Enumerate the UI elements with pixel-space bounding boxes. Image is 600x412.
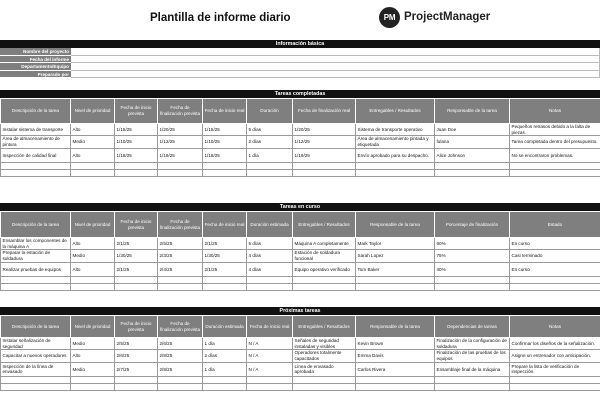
column-header: Fecha de inicio prevista	[115, 212, 158, 238]
column-header: Descripción de la tarea	[1, 212, 71, 238]
table-cell[interactable]: 1/19/25	[158, 148, 203, 162]
table-row	[1, 250, 600, 262]
column-header: Porcentaje de finalización	[435, 212, 510, 238]
table-row	[1, 362, 600, 376]
table-cell[interactable]	[247, 162, 293, 169]
column-header: Fecha de inicio real	[203, 99, 247, 124]
table-cell[interactable]: Medio	[71, 362, 115, 376]
table-cell[interactable]: 1/10/25	[115, 136, 158, 148]
table-cell[interactable]: N / A	[247, 350, 293, 362]
table-cell[interactable]	[203, 162, 247, 169]
table-cell[interactable]: 2/8/25	[158, 350, 203, 362]
table-cell[interactable]: 2/5/25	[115, 338, 158, 350]
table-cell[interactable]: Instalar señalización de seguridad	[1, 338, 71, 350]
table-cell[interactable]	[356, 283, 435, 290]
table-cell[interactable]: Mark Taylor	[356, 238, 435, 250]
upcoming-tasks-table	[0, 315, 600, 391]
table-cell[interactable]: Kevin Brown	[356, 338, 435, 350]
table-cell[interactable]: Ensamblaje final de la máquina	[435, 362, 510, 376]
info-label: Nombre del proyecto	[0, 48, 71, 56]
info-label: Departamento/Equipo	[0, 63, 71, 71]
logo	[379, 6, 490, 28]
table-cell[interactable]: No se encontraron problemas.	[510, 148, 600, 162]
table-cell[interactable]: 2/1/25	[203, 262, 247, 276]
table-cell[interactable]	[435, 162, 510, 169]
table-cell[interactable]: 2/4/25	[158, 262, 203, 276]
table-cell[interactable]	[203, 376, 247, 383]
table-cell[interactable]	[1, 383, 71, 390]
table-cell[interactable]: Casi terminado	[510, 250, 600, 262]
table-cell[interactable]	[115, 162, 158, 169]
table-row	[1, 124, 600, 136]
table-cell[interactable]: Asigne un entrenador con anticipación.	[510, 350, 600, 362]
table-cell[interactable]: 2 días	[247, 136, 293, 148]
table-cell[interactable]: 2/6/25	[158, 338, 203, 350]
table-cell[interactable]	[293, 169, 356, 176]
table-cell[interactable]: 2/3/25	[158, 250, 203, 262]
table-cell[interactable]	[71, 169, 115, 176]
table-cell[interactable]: Juan Doe	[435, 124, 510, 136]
table-cell[interactable]	[435, 383, 510, 390]
table-cell[interactable]: Inspección de calidad final	[1, 148, 71, 162]
table-cell[interactable]: N / A	[247, 362, 293, 376]
column-header: Nivel de prioridad	[71, 212, 115, 238]
in-progress-tasks-table	[0, 211, 600, 291]
table-cell[interactable]	[71, 376, 115, 383]
table-cell[interactable]	[115, 383, 158, 390]
page-title: Plantilla de informe diario	[150, 12, 291, 24]
info-row	[0, 56, 600, 64]
table-cell[interactable]: 5 días	[247, 124, 293, 136]
table-cell[interactable]: 1/18/25	[203, 148, 247, 162]
table-cell[interactable]: 1 día	[203, 338, 247, 350]
table-cell[interactable]	[435, 376, 510, 383]
table-cell[interactable]	[510, 283, 600, 290]
table-cell[interactable]: Emma Davis	[356, 350, 435, 362]
table-cell[interactable]: 1/30/25	[115, 250, 158, 262]
table-row	[1, 276, 600, 283]
column-header: Responsable de la tarea	[356, 316, 435, 338]
table-cell[interactable]: 1/15/25	[115, 124, 158, 136]
table-row	[1, 283, 600, 290]
info-row	[0, 48, 600, 56]
column-header: Responsable de la tarea	[356, 212, 435, 238]
column-header: Fecha de inicio prevista	[115, 316, 158, 338]
table-cell[interactable]	[510, 376, 600, 383]
table-row	[1, 148, 600, 162]
table-cell[interactable]	[158, 162, 203, 169]
table-cell[interactable]: 1 día	[247, 148, 293, 162]
logo-mark: PM	[379, 7, 400, 28]
table-cell[interactable]: 4 días	[247, 262, 293, 276]
table-cell[interactable]: Área de almacenamiento de pintura	[1, 136, 71, 148]
table-row	[1, 238, 600, 250]
table-cell[interactable]	[1, 162, 71, 169]
table-cell[interactable]	[1, 276, 71, 283]
table-cell[interactable]	[203, 283, 247, 290]
column-header: Entregables / Resultados	[293, 316, 356, 338]
column-header: Nivel de prioridad	[71, 99, 115, 124]
table-cell[interactable]: 1/18/25	[115, 148, 158, 162]
table-cell[interactable]	[510, 383, 600, 390]
table-cell[interactable]: Carlos Rivera	[356, 362, 435, 376]
table-row	[1, 162, 600, 169]
table-cell[interactable]: Medio	[71, 250, 115, 262]
table-cell[interactable]: Realizar pruebas de equipos	[1, 262, 71, 276]
table-cell[interactable]	[158, 169, 203, 176]
table-cell[interactable]: 2/5/25	[158, 238, 203, 250]
column-header: Entregables / Resultados	[356, 99, 435, 124]
upcoming-heading: Próximas tareas	[0, 307, 600, 315]
column-header: Entregables / Resultados	[293, 212, 356, 238]
table-cell[interactable]: 1/12/25	[293, 136, 356, 148]
column-header: Fecha de inicio real	[247, 316, 293, 338]
table-cell[interactable]: Prepare la lista de verificación de inspección.	[510, 362, 600, 376]
table-cell[interactable]: Pequeños retrasos debido a la falta de piezas.	[510, 124, 600, 136]
table-cell[interactable]	[293, 283, 356, 290]
table-cell[interactable]	[247, 376, 293, 383]
completed-tasks-table	[0, 98, 600, 177]
table-cell[interactable]	[1, 376, 71, 383]
column-header: Dependencias de tareas	[435, 316, 510, 338]
info-label: Fecha del informe	[0, 56, 71, 64]
table-cell[interactable]: Estación de soldadura funcional	[293, 250, 356, 262]
table-cell[interactable]: 1/19/25	[293, 148, 356, 162]
table-cell[interactable]: 1/30/25	[203, 250, 247, 262]
project-name-field[interactable]	[71, 48, 600, 56]
basic-info-heading: Información básica	[0, 40, 600, 48]
column-header: Duración estimada	[247, 212, 293, 238]
table-cell[interactable]	[356, 376, 435, 383]
table-cell[interactable]	[356, 169, 435, 176]
table-cell[interactable]	[158, 376, 203, 383]
table-cell[interactable]	[356, 162, 435, 169]
column-header: Responsable de la tarea	[435, 99, 510, 124]
table-cell[interactable]: Finalización de la configuración de soldadura	[435, 338, 510, 350]
table-cell[interactable]	[435, 276, 510, 283]
table-cell[interactable]: 2/1/25	[115, 262, 158, 276]
table-cell[interactable]: Línea de envasado aprobada	[293, 362, 356, 376]
table-cell[interactable]	[115, 283, 158, 290]
column-header: Fecha de inicio prevista	[115, 99, 158, 124]
table-cell[interactable]	[158, 383, 203, 390]
table-cell[interactable]	[356, 276, 435, 283]
in-progress-heading: Tareas en curso	[0, 203, 600, 211]
table-cell[interactable]: Señales de seguridad instaladas y visibles	[293, 338, 356, 350]
table-cell[interactable]	[158, 283, 203, 290]
column-header: Fecha de finalización prevista	[158, 99, 203, 124]
table-cell[interactable]: 1/20/25	[293, 124, 356, 136]
table-cell[interactable]: En curso	[510, 262, 600, 276]
table-cell[interactable]: 2 días	[203, 350, 247, 362]
table-cell[interactable]	[356, 383, 435, 390]
table-cell[interactable]: Preparar la estación de soldadura	[1, 250, 71, 262]
table-cell[interactable]: Alto	[71, 148, 115, 162]
info-label: Preparado por	[0, 71, 71, 79]
table-cell[interactable]	[203, 276, 247, 283]
table-cell[interactable]	[247, 383, 293, 390]
logo-name: ProjectManager	[404, 11, 491, 23]
table-cell[interactable]	[1, 283, 71, 290]
table-cell[interactable]: 1/20/25	[158, 124, 203, 136]
table-cell[interactable]	[510, 162, 600, 169]
table-cell[interactable]	[71, 276, 115, 283]
column-header: Descripción de la tarea	[1, 99, 71, 124]
table-cell[interactable]: Área de almacenamiento pintada y etiquetada	[356, 136, 435, 148]
table-cell[interactable]: 2/1/25	[203, 238, 247, 250]
column-header: Descripción de la tarea	[1, 316, 71, 338]
table-cell[interactable]: 75%	[435, 250, 510, 262]
table-cell[interactable]: 1 día	[203, 362, 247, 376]
table-cell[interactable]	[435, 169, 510, 176]
table-cell[interactable]: Tarea completada dentro del presupuesto.	[510, 136, 600, 148]
table-cell[interactable]: Envío aprobado para su despacho.	[356, 148, 435, 162]
table-cell[interactable]	[510, 276, 600, 283]
table-cell[interactable]: En curso	[510, 238, 600, 250]
column-header: Notas	[510, 316, 600, 338]
table-cell[interactable]	[71, 162, 115, 169]
table-cell[interactable]	[247, 283, 293, 290]
table-cell[interactable]: 2/6/25	[115, 350, 158, 362]
table-cell[interactable]: Ensamblar los componentes de la máquina A	[1, 238, 71, 250]
table-cell[interactable]	[435, 283, 510, 290]
table-cell[interactable]: fulana	[435, 136, 510, 148]
table-cell[interactable]: 1/10/25	[203, 136, 247, 148]
table-cell[interactable]: Medio	[71, 338, 115, 350]
table-row	[1, 383, 600, 390]
table-cell[interactable]: 2/7/25	[115, 362, 158, 376]
report-date-field[interactable]	[71, 56, 600, 64]
column-header: Nivel de prioridad	[71, 316, 115, 338]
table-cell[interactable]: Instalar sistema de transporte	[1, 124, 71, 136]
table-cell[interactable]	[247, 169, 293, 176]
table-cell[interactable]: Equipo operativo verificado	[293, 262, 356, 276]
column-header: Fecha de finalización prevista	[158, 212, 203, 238]
table-cell[interactable]: 2/1/25	[115, 238, 158, 250]
table-cell[interactable]: Confirmar los diseños de la señalización.	[510, 338, 600, 350]
table-cell[interactable]: 1/15/25	[203, 124, 247, 136]
table-cell[interactable]: 60%	[435, 238, 510, 250]
completed-heading: Tareas completadas	[0, 90, 600, 98]
table-cell[interactable]	[115, 276, 158, 283]
table-cell[interactable]: Tom Baker	[356, 262, 435, 276]
table-cell[interactable]	[203, 169, 247, 176]
table-cell[interactable]: Alto	[71, 262, 115, 276]
table-cell[interactable]	[71, 383, 115, 390]
table-row	[1, 338, 600, 350]
table-cell[interactable]: Máquina A completamente	[293, 238, 356, 250]
table-cell[interactable]: 1/12/25	[158, 136, 203, 148]
column-header: Duración	[247, 99, 293, 124]
prepared-by-field[interactable]	[71, 71, 600, 79]
table-cell[interactable]	[293, 162, 356, 169]
table-cell[interactable]: Finalización de las pruebas de los equipos	[435, 350, 510, 362]
column-header: Duración estimada	[203, 316, 247, 338]
column-header: Fecha de finalización prevista	[158, 316, 203, 338]
table-cell[interactable]: 4 días	[247, 250, 293, 262]
table-cell[interactable]: Alto	[71, 238, 115, 250]
table-cell[interactable]: N / A	[247, 338, 293, 350]
table-cell[interactable]: Alto	[71, 124, 115, 136]
column-header: Notas	[510, 99, 600, 124]
table-cell[interactable]: Sistema de transporte operativo	[356, 124, 435, 136]
table-cell[interactable]: Alto	[71, 350, 115, 362]
table-cell[interactable]: 5 días	[247, 238, 293, 250]
table-cell[interactable]	[293, 276, 356, 283]
table-cell[interactable]: Capacitar a nuevos operadores	[1, 350, 71, 362]
table-cell[interactable]	[115, 376, 158, 383]
table-cell[interactable]	[1, 169, 71, 176]
table-cell[interactable]: Medio	[71, 136, 115, 148]
table-cell[interactable]: Sarah Lopez	[356, 250, 435, 262]
table-cell[interactable]: 2/8/25	[158, 362, 203, 376]
table-cell[interactable]: 40%	[435, 262, 510, 276]
table-cell[interactable]	[115, 169, 158, 176]
table-row	[1, 262, 600, 276]
table-cell[interactable]: Inspección de la línea de envasado	[1, 362, 71, 376]
table-cell[interactable]: Operadores totalmente capacitados	[293, 350, 356, 362]
info-row	[0, 71, 600, 79]
column-header: Fecha de inicio real	[203, 212, 247, 238]
column-header: Estado	[510, 212, 600, 238]
table-cell[interactable]	[247, 276, 293, 283]
column-header: Fecha de finalización real	[293, 99, 356, 124]
table-cell[interactable]	[158, 276, 203, 283]
department-field[interactable]	[71, 63, 600, 71]
table-cell[interactable]	[71, 283, 115, 290]
table-cell[interactable]	[510, 169, 600, 176]
table-cell[interactable]	[293, 383, 356, 390]
table-cell[interactable]: Alice Johnson	[435, 148, 510, 162]
table-row	[1, 169, 600, 176]
table-row	[1, 136, 600, 148]
table-cell[interactable]	[203, 383, 247, 390]
table-row	[1, 350, 600, 362]
info-row	[0, 63, 600, 71]
table-cell[interactable]	[293, 376, 356, 383]
table-row	[1, 376, 600, 383]
